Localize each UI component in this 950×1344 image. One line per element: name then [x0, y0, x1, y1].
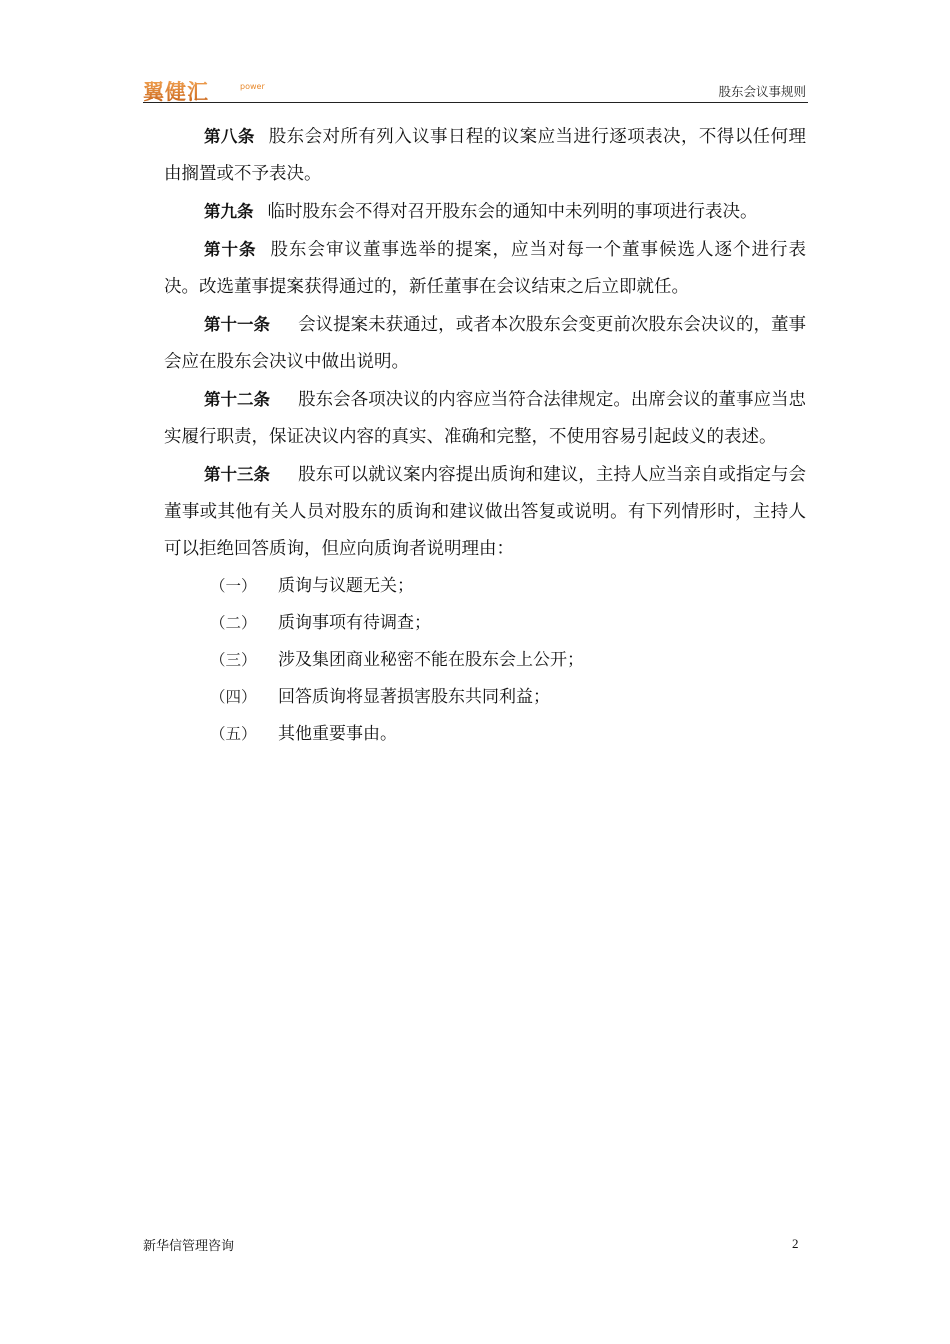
- page-header: [143, 78, 808, 103]
- article-text: 股东会各项决议的内容应当符合法律规定。出席会议的董事应当忠实履行职责，保证决议内容的真实、准确和完整，不使用容易引起歧义的表述。: [164, 390, 806, 447]
- list-item: [164, 568, 806, 605]
- article-text: 股东可以就议案内容提出质询和建议，主持人应当亲自或指定与会董事或其他有关人员对股东的质询和建议做出答复或说明。有下列情形时，主持人可以拒绝回答质询，但应向质询者说明理由：: [164, 465, 806, 559]
- article-number: 第八条: [204, 127, 255, 146]
- list-marker: （三）: [210, 651, 257, 669]
- article-8: [164, 118, 806, 193]
- article-10: [164, 231, 806, 306]
- article-text: 股东会审议董事选举的提案，应当对每一个董事候选人逐个进行表决。改选董事提案获得通过的，新任董事在会议结束之后立即就任。: [164, 240, 806, 297]
- list-text: 质询事项有待调查；: [278, 613, 431, 633]
- list-marker: （五）: [210, 725, 257, 743]
- logo-subtext: power: [240, 82, 265, 91]
- list-text: 回答质询将显著损害股东共同利益；: [278, 687, 550, 707]
- list-marker: （二）: [210, 614, 257, 632]
- page-number: 2: [792, 1236, 799, 1251]
- article-text: 临时股东会不得对召开股东会的通知中未列明的事项进行表决。: [267, 202, 758, 222]
- article-text: 会议提案未获通过，或者本次股东会变更前次股东会决议的，董事会应在股东会决议中做出说明。: [164, 315, 806, 372]
- article-number: 第十一条: [204, 315, 271, 334]
- list-item: [164, 605, 806, 642]
- footer-company: 新华信管理咨询: [143, 1239, 235, 1254]
- list-text: 涉及集团商业秘密不能在股东会上公开；: [278, 650, 584, 670]
- document-title: 股东会议事规则: [718, 84, 806, 99]
- logo-text: 翼健汇: [143, 80, 209, 102]
- list-text: 质询与议题无关；: [278, 576, 414, 596]
- article-text: 股东会对所有列入议事日程的议案应当进行逐项表决，不得以任何理由搁置或不予表决。: [164, 127, 806, 184]
- article-11: [164, 306, 806, 381]
- list-item: [164, 716, 806, 753]
- article-number: 第十条: [204, 240, 257, 259]
- article-number: 第十三条: [204, 465, 271, 484]
- article-number: 第九条: [204, 202, 254, 221]
- list-marker: （四）: [210, 688, 257, 706]
- list-text: 其他重要事由。: [278, 724, 397, 744]
- article-9: [164, 193, 806, 231]
- article-13: [164, 456, 806, 568]
- list-item: [164, 679, 806, 716]
- exception-list: [164, 568, 806, 753]
- document-body: [164, 118, 806, 753]
- company-logo: [143, 80, 283, 102]
- list-marker: （一）: [210, 577, 257, 595]
- article-number: 第十二条: [204, 390, 271, 409]
- list-item: [164, 642, 806, 679]
- article-12: [164, 381, 806, 456]
